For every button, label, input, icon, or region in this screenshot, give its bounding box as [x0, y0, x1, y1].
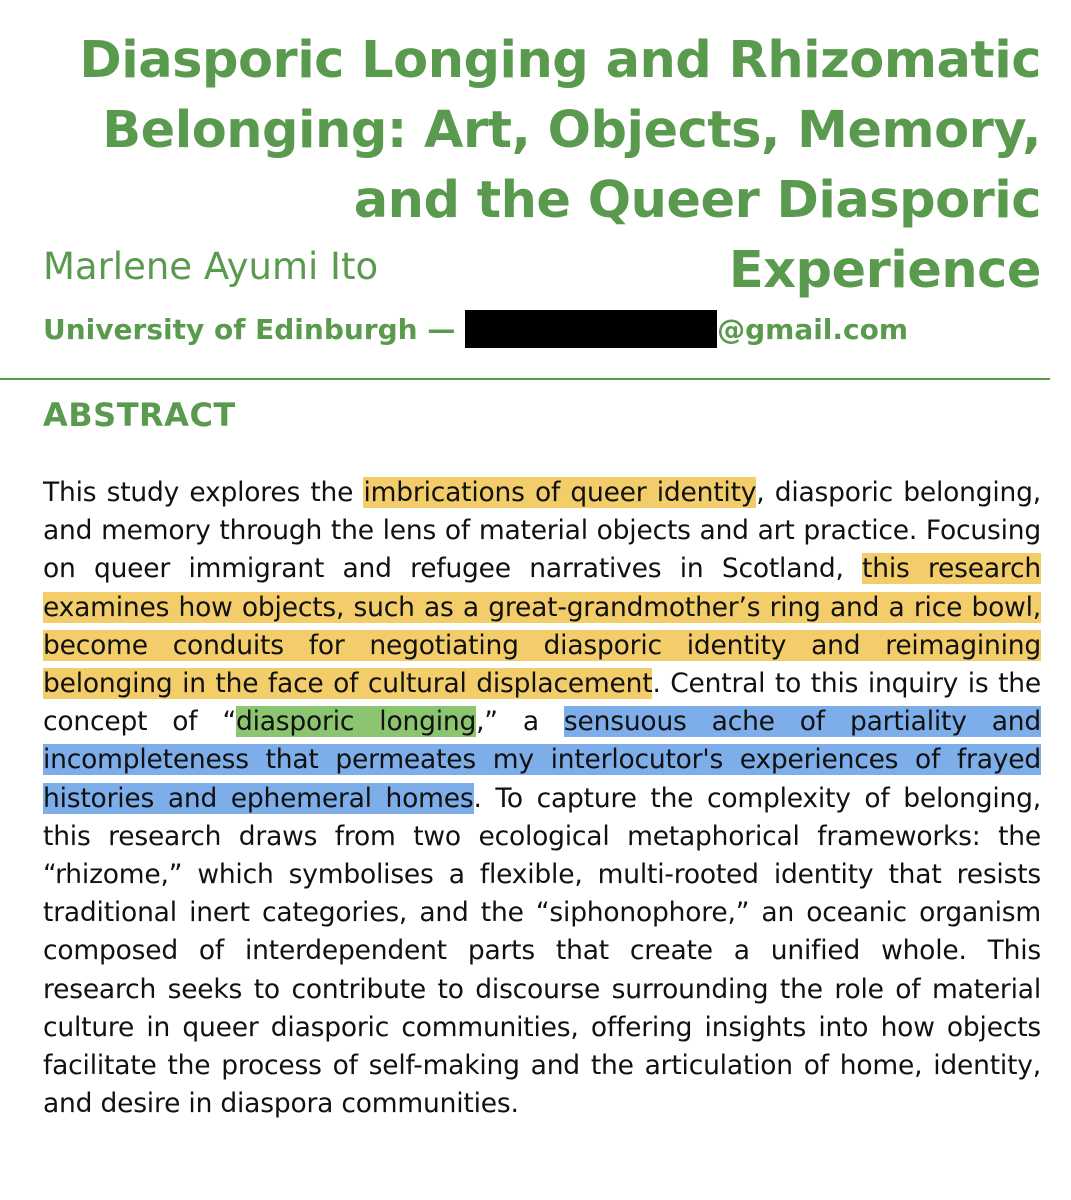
- abstract-heading: ABSTRACT: [43, 396, 236, 434]
- abstract-text: . To capture the complexity of belonging, this research draws from two ecological metaphorical frameworks: the “rhizome,” which symbolises a flexible, multi-rooted identity that resists traditional inert categories, and the “siphonophore,” an oceanic organism composed of interdependent parts that create a unified whole. This research seeks to contribute to discourse surrounding the role of material culture in queer diasporic communities, offering insights into how objects facilitate the process of self-making and the articulation of home, identity, and desire in diaspora communities.: [43, 782, 1041, 1120]
- abstract-text: ,” a: [476, 706, 564, 738]
- abstract-text: This study explores the: [43, 477, 364, 508]
- paper-title: Diasporic Longing and Rhizomatic Belonging: Art, Objects, Memory, and the Queer Diasporic Experience: [79, 31, 1041, 300]
- redaction-bar: [465, 310, 717, 348]
- affiliation-text: University of Edinburgh —: [43, 313, 466, 346]
- email-suffix: @gmail.com: [717, 313, 909, 346]
- highlight-yellow: imbrications of queer identity: [363, 477, 757, 508]
- highlight-green: diasporic longing: [235, 706, 477, 738]
- abstract-text: . Central to this inquiry is the concept of “: [43, 668, 1041, 738]
- highlight-blue: sensuous ache of partiality and incompleteness that permeates my interlocutor's experiences of frayed histories and ephemeral homes: [43, 706, 1041, 814]
- author-affiliation: [43, 310, 908, 350]
- abstract-body: [43, 474, 1041, 1123]
- highlight-yellow: this research examines how objects, such as a great-grandmother’s ring and a rice bowl, become conduits for negotiating diasporic identity and reimagining belonging in the face of cultural displacement: [43, 553, 1041, 700]
- abstract-text: , diasporic belonging, and memory through the lens of material objects and art practice. Focusing on queer immigrant and refugee narratives in Scotland,: [43, 477, 1041, 585]
- author-name: Marlene Ayumi Ito: [43, 245, 379, 288]
- header-divider: [0, 378, 1050, 380]
